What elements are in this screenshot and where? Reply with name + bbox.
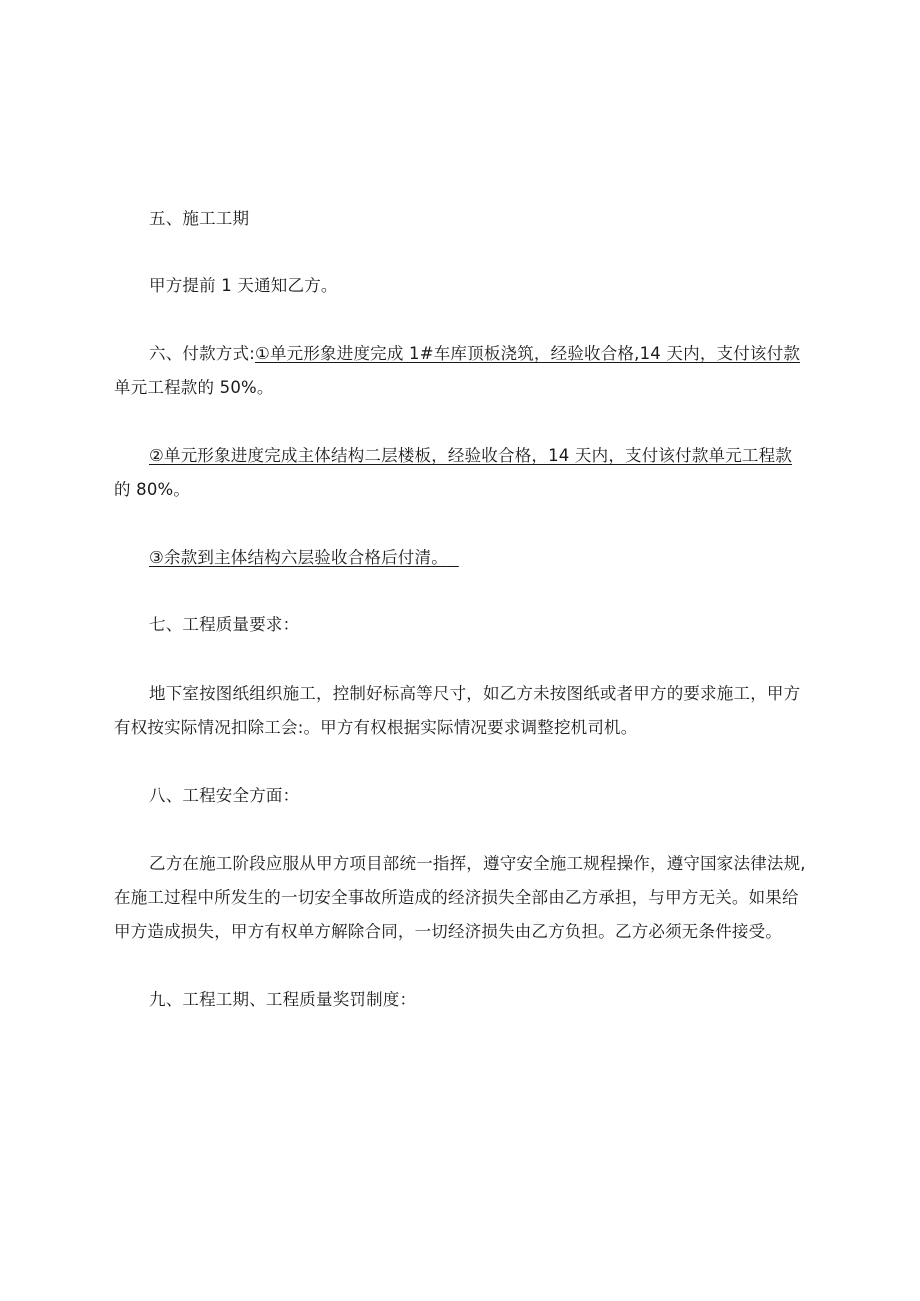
section-5-body: 甲方提前 1 天通知乙方。: [149, 276, 338, 295]
section-9-heading: 九、工程工期、工程质量奖罚制度：: [149, 990, 417, 1009]
section-6-line-1: [149, 344, 849, 364]
payment-item-1-line-2: 单元工程款的 50%。: [114, 378, 274, 397]
payment-item-1-line-1: ①单元形象进度完成 1#车库顶板浇筑，经验收合格,14 天内，支付该付款: [254, 344, 801, 363]
payment-item-2-line-1: ②单元形象进度完成主体结构二层楼板，经验收合格，14 天内，支付该付款单元工程款: [149, 446, 793, 465]
section-8-body-line-2: 在施工过程中所发生的一切安全事故所造成的经济损失全部由乙方承担，与甲方无关。如果给: [114, 888, 799, 907]
section-5-heading: 五、施工工期: [149, 209, 250, 228]
payment-item-3-text: ③余款到主体结构六层验收合格后付清。: [149, 548, 448, 567]
section-8-heading: 八、工程安全方面：: [149, 786, 300, 805]
section-7-body-line-2: 有权按实际情况扣除工会:。甲方有权根据实际情况要求调整挖机司机。: [114, 718, 638, 737]
payment-item-3: [149, 548, 849, 568]
section-8-body-line-1: 乙方在施工阶段应服从甲方项目部统一指挥，遵守安全施工规程操作，遵守国家法律法规,: [149, 854, 806, 873]
section-7-heading: 七、工程质量要求：: [149, 615, 300, 634]
section-7-body-line-1: 地下室按图纸组织施工，控制好标高等尺寸，如乙方未按图纸或者甲方的要求施工，甲方: [149, 684, 801, 703]
section-6-label: 六、付款方式:: [149, 344, 255, 363]
payment-item-2-line-2: 的 80%。: [114, 480, 191, 499]
payment-item-3-trailing-underline: [448, 548, 459, 567]
section-8-body-line-3: 甲方造成损失，甲方有权单方解除合同，一切经济损失由乙方负担。乙方必须无条件接受。: [114, 922, 782, 941]
